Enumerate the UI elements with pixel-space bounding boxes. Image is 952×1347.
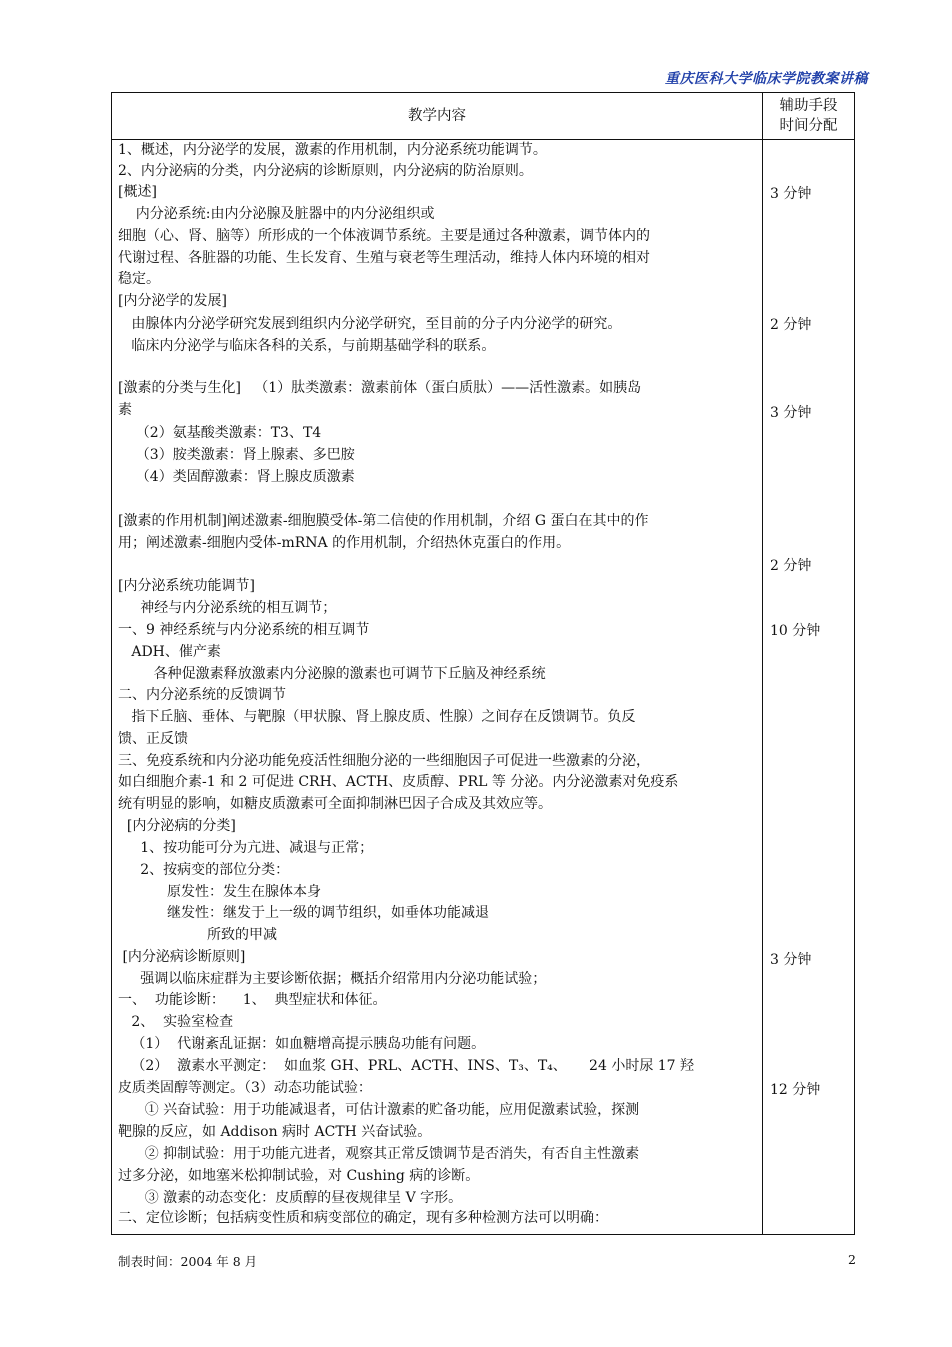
content-line: （2）氨基酸类激素：T3、T4 [118,425,322,441]
content-line: 2、按病变的部位分类： [118,862,290,878]
content-line: 二、内分泌系统的反馈调节 [118,687,286,703]
content-line: 馈、正反馈 [118,731,188,747]
content-line: 素 [118,402,132,418]
content-line: 用；阐述激素-细胞内受体-mRNA 的作用机制，介绍热休克蛋白的作用。 [118,535,571,551]
document-header-brand: 重庆医科大学临床学院教案讲稿 [665,71,868,87]
content-line: [概述] [118,184,157,200]
content-line: ② 抑制试验：用于功能亢进者，观察其正常反馈调节是否消失，有否自主性激素 [118,1146,640,1162]
content-line: （2） 激素水平测定： 如血浆 GH、PRL、ACTH、INS、T₃、T₄、 24 小时尿 17 羟 [118,1058,695,1074]
time-allocation: 2 分钟 [770,558,812,574]
content-line: ① 兴奋试验：用于功能减退者，可估计激素的贮备功能，应用促激素试验，探测 [118,1102,640,1118]
time-header-line2: 时间分配 [779,118,838,134]
content-line: [内分泌学的发展] [118,293,227,309]
time-allocation: 12 分钟 [770,1082,821,1098]
content-line: ③ 激素的动态变化：皮质醇的昼夜规律呈 V 字形。 [118,1190,463,1206]
page-number: 2 [848,1252,856,1267]
content-line: （3）胺类激素：肾上腺素、多巴胺 [118,447,355,463]
content-line: 三、免疫系统和内分泌功能免疫活性细胞分泌的一些细胞因子可促进一些激素的分泌， [118,753,650,769]
content-line: （4）类固醇激素：肾上腺皮质激素 [118,469,355,485]
content-line: 所致的甲减 [118,927,278,943]
content-line: 二、定位诊断；包括病变性质和病变部位的确定，现有多种检测方法可以明确： [118,1210,608,1226]
content-line: 细胞（心、肾、脑等）所形成的一个体液调节系统。主要是通过各种激素，调节体内的 [118,228,650,244]
content-line: 一、 功能诊断： 1、 典型症状和体征。 [118,992,387,1008]
content-line: 指下丘脑、垂体、与靶腺（甲状腺、肾上腺皮质、性腺）之间存在反馈调节。负反 [118,709,636,725]
content-line: 靶腺的反应，如 Addison 病时 ACTH 兴奋试验。 [118,1124,432,1140]
content-line: 1、概述，内分泌学的发展，激素的作用机制，内分泌系统功能调节。 [118,142,547,158]
content-line: 统有明显的影响，如糖皮质激素可全面抑制淋巴因子合成及其效应等。 [118,796,552,812]
content-line: 2、内分泌病的分类，内分泌病的诊断原则，内分泌病的防治原则。 [118,163,533,179]
content-line: 过多分泌，如地塞米松抑制试验，对 Cushing 病的诊断。 [118,1168,480,1184]
content-line: 各种促激素释放激素内分泌腺的激素也可调节下丘脑及神经系统 [118,666,546,682]
content-line: 内分泌系统:由内分泌腺及脏器中的内分泌组织或 [118,206,435,222]
content-line: 原发性：发生在腺体本身 [118,884,321,900]
time-allocation: 10 分钟 [770,623,821,639]
content-line: 如白细胞介素-1 和 2 可促进 CRH、ACTH、皮质醇、PRL 等 分泌。内分泌激素对免疫系 [118,774,679,790]
content-line: 1、按功能可分为亢进、减退与正常； [118,840,374,856]
footer-made-time: 制表时间：2004 年 8 月 [118,1254,258,1269]
column-divider [762,93,763,1234]
content-line: 由腺体内分泌学研究发展到组织内分泌学研究，至目前的分子内分泌学的研究。 [118,316,622,332]
content-line: 一、9 神经系统与内分泌系统的相互调节 [118,622,370,638]
time-allocation-header [763,93,854,139]
time-allocation: 2 分钟 [770,317,812,333]
content-line: 神经与内分泌系统的相互调节； [118,600,337,616]
content-line: [内分泌病的分类] [118,818,236,834]
content-line: 强调以临床症群为主要诊断依据；概括介绍常用内分泌功能试验； [118,971,547,987]
content-line: 皮质类固醇等测定。（3）动态功能试验： [118,1080,372,1096]
content-line: 2、 实验室检查 [118,1014,234,1030]
time-header-line1: 辅助手段 [779,98,838,114]
content-line: （1） 代谢紊乱证据：如血糖增高提示胰岛功能有问题。 [118,1036,486,1052]
content-line: 继发性：继发于上一级的调节组织，如垂体功能减退 [118,905,489,921]
content-line: [激素的作用机制]阐述激素-细胞膜受体-第二信使的作用机制，介绍 G 蛋白在其中的作 [118,513,649,529]
time-allocation: 3 分钟 [770,405,812,421]
content-line: [内分泌系统功能调节] [118,578,255,594]
content-line: [内分泌病诊断原则] [118,949,246,965]
teaching-content-header: 教学内容 [408,108,466,124]
time-allocation: 3 分钟 [770,952,812,968]
time-allocation: 3 分钟 [770,186,812,202]
content-line: 稳定。 [118,271,160,287]
content-line: 临床内分泌学与临床各科的关系，与前期基础学科的联系。 [118,338,496,354]
content-line: [激素的分类与生化] （1）肽类激素：激素前体（蛋白质肽）——活性激素。如胰岛 [118,380,642,396]
content-line: 代谢过程、各脏器的功能、生长发育、生殖与衰老等生理活动，维持人体内环境的相对 [118,250,650,266]
content-line: ADH、催产素 [118,644,221,660]
